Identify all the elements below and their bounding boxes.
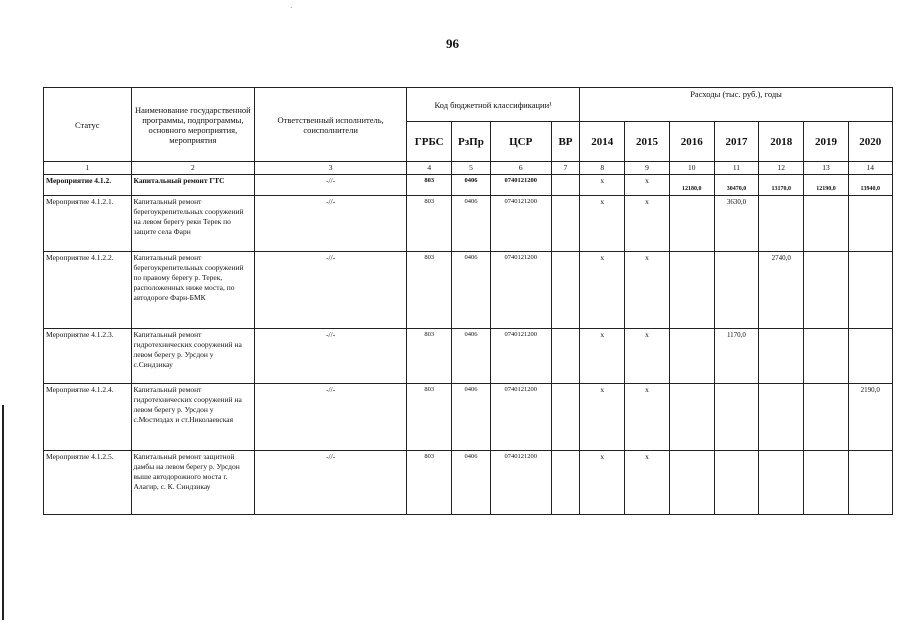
row-2016 [669, 451, 714, 515]
header-vr: ВР [551, 122, 579, 162]
row-grbs: 803 [407, 329, 452, 384]
row-rzpr: 0406 [452, 252, 490, 329]
row-vr [551, 252, 579, 329]
row-grbs: 803 [407, 384, 452, 451]
col-number: 1 [44, 162, 132, 175]
header-year-2015: 2015 [625, 122, 669, 162]
row-csr: 0740121200 [490, 451, 551, 515]
col-number: 10 [669, 162, 714, 175]
row-rzpr: 0406 [452, 451, 490, 515]
row-vr [551, 384, 579, 451]
row-grbs: 803 [407, 451, 452, 515]
row-2014: х [580, 175, 625, 196]
row-2017 [714, 252, 758, 329]
row-2020: 2190,0 [848, 384, 892, 451]
row-rzpr: 0406 [452, 329, 490, 384]
row-2020: 13940,0 [848, 175, 892, 196]
row-executor: -//- [255, 451, 407, 515]
row-csr: 0740121200 [490, 196, 551, 252]
col-number: 6 [490, 162, 551, 175]
row-2019 [804, 451, 848, 515]
col-number: 14 [848, 162, 892, 175]
row-status: Мероприятие 4.1.2.5. [44, 451, 132, 515]
row-2016: 12180,0 [669, 175, 714, 196]
table-row [44, 196, 893, 252]
header-grbs: ГРБС [407, 122, 452, 162]
scan-speck: · [290, 4, 293, 12]
header-year-2019: 2019 [804, 122, 848, 162]
row-2018 [759, 384, 804, 451]
row-2020 [848, 329, 892, 384]
row-2014: х [580, 252, 625, 329]
row-name: Капитальный ремонт берегоукрепительных сооружений на левом берегу реки Терек по защите села Фарн [131, 196, 255, 252]
row-status: Мероприятие 4.1.2.3. [44, 329, 132, 384]
row-2018 [759, 196, 804, 252]
header-year-2016: 2016 [669, 122, 714, 162]
page-number: 96 [446, 36, 459, 51]
header-year-2018: 2018 [759, 122, 804, 162]
header-name: Наименование государственной программы, подпрограммы, основного мероприятия, мероприятия [131, 88, 255, 162]
row-2017 [714, 451, 758, 515]
row-2018 [759, 329, 804, 384]
header-executor: Ответственный исполнитель, соисполнители [255, 88, 407, 162]
row-vr [551, 196, 579, 252]
header-csr: ЦСР [490, 122, 551, 162]
row-2018 [759, 451, 804, 515]
col-number: 5 [452, 162, 490, 175]
col-number: 11 [714, 162, 758, 175]
row-rzpr: 0406 [452, 384, 490, 451]
row-grbs: 803 [407, 175, 452, 196]
row-status: Мероприятие 4.1.2.4. [44, 384, 132, 451]
row-2015: х [625, 196, 669, 252]
row-2017: 30470,0 [714, 175, 758, 196]
header-year-2020: 2020 [848, 122, 892, 162]
col-number: 2 [131, 162, 255, 175]
col-number: 12 [759, 162, 804, 175]
row-grbs: 803 [407, 196, 452, 252]
row-2018: 13170,0 [759, 175, 804, 196]
header-year-2014: 2014 [580, 122, 625, 162]
row-csr: 0740121200 [490, 384, 551, 451]
row-csr: 0740121200 [490, 175, 551, 196]
col-number: 7 [551, 162, 579, 175]
col-number: 9 [625, 162, 669, 175]
row-executor: -//- [255, 175, 407, 196]
row-2017: 1170,0 [714, 329, 758, 384]
table-row [44, 252, 893, 329]
row-status: Мероприятие 4.1.2. [44, 175, 132, 196]
row-2015: х [625, 252, 669, 329]
row-vr [551, 451, 579, 515]
col-number: 4 [407, 162, 452, 175]
col-number: 13 [804, 162, 848, 175]
row-vr [551, 175, 579, 196]
col-number: 3 [255, 162, 407, 175]
row-grbs: 803 [407, 252, 452, 329]
row-name: Капитальный ремонт защитной дамбы на левом берегу р. Урсдон выше автодорожного моста г. Алагир, с. К. Синдзикау [131, 451, 255, 515]
budget-table [43, 87, 893, 515]
row-2016 [669, 196, 714, 252]
header-status: Статус [44, 88, 132, 162]
row-2015: х [625, 329, 669, 384]
row-2018: 2740,0 [759, 252, 804, 329]
row-2014: х [580, 451, 625, 515]
row-status: Мероприятие 4.1.2.1. [44, 196, 132, 252]
row-csr: 0740121200 [490, 252, 551, 329]
header-budget-code: Код бюджетной классификации¹ [407, 88, 580, 122]
row-2016 [669, 252, 714, 329]
row-executor: -//- [255, 384, 407, 451]
row-executor: -//- [255, 196, 407, 252]
header-year-2017: 2017 [714, 122, 758, 162]
row-executor: -//- [255, 252, 407, 329]
row-name: Капитальный ремонт берегоукрепительных сооружений по правому берегу р. Терек, расположенных ниже моста, по автодороге Фарн-БМК [131, 252, 255, 329]
table-row [44, 329, 893, 384]
row-2014: х [580, 329, 625, 384]
row-2020 [848, 252, 892, 329]
row-2017: 3630,0 [714, 196, 758, 252]
row-2015: х [625, 175, 669, 196]
row-executor: -//- [255, 329, 407, 384]
header-expenses: Расходы (тыс. руб.), годы [580, 88, 893, 122]
header-rzpr: РзПр [452, 122, 490, 162]
row-2016 [669, 384, 714, 451]
row-2020 [848, 196, 892, 252]
row-2019: 12190,0 [804, 175, 848, 196]
row-2019 [804, 384, 848, 451]
table-row [44, 451, 893, 515]
row-name: Капитальный ремонт гидротехнических сооружений на левом берегу р. Урсдон у с.Мостиздах и ст.Николаевская [131, 384, 255, 451]
table-row [44, 384, 893, 451]
row-2016 [669, 329, 714, 384]
row-name: Капитальный ремонт ГТС [131, 175, 255, 196]
row-csr: 0740121200 [490, 329, 551, 384]
row-2017 [714, 384, 758, 451]
row-2014: х [580, 384, 625, 451]
row-2019 [804, 252, 848, 329]
col-number: 8 [580, 162, 625, 175]
row-name: Капитальный ремонт гидротехнических сооружений на левом берегу р. Урсдон у с.Синдзикау [131, 329, 255, 384]
row-2015: х [625, 384, 669, 451]
row-2014: х [580, 196, 625, 252]
table-row [44, 175, 893, 196]
scan-margin-line [2, 405, 4, 620]
row-rzpr: 0406 [452, 196, 490, 252]
row-2019 [804, 196, 848, 252]
row-2019 [804, 329, 848, 384]
row-vr [551, 329, 579, 384]
row-status: Мероприятие 4.1.2.2. [44, 252, 132, 329]
row-2020 [848, 451, 892, 515]
row-2015: х [625, 451, 669, 515]
row-rzpr: 0406 [452, 175, 490, 196]
